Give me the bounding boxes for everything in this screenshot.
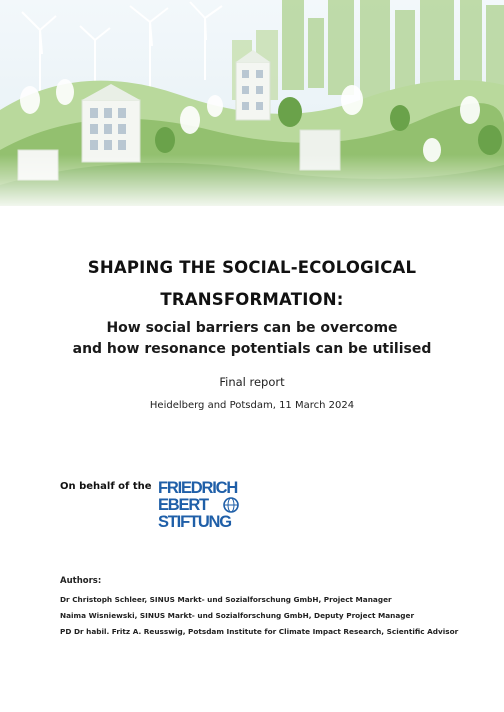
logo-line-3: STIFTUNG	[158, 513, 231, 530]
title-line-1: SHAPING THE SOCIAL-ECOLOGICAL	[87, 258, 417, 277]
on-behalf-label: On behalf of the	[60, 481, 152, 492]
cover-illustration	[0, 0, 504, 206]
place-and-date: Heidelberg and Potsdam, 11 March 2024	[149, 400, 355, 411]
author-2: Naima Wisniewski, SINUS Markt- und Sozialforschung GmbH, Deputy Project Manager	[60, 611, 415, 620]
report-type: Final report	[219, 375, 285, 389]
author-3: PD Dr habil. Fritz A. Reusswig, Potsdam Institute for Climate Impact Research, Scientific Advisor	[60, 627, 459, 636]
authors-label: Authors:	[60, 576, 102, 586]
logo-line-1: FRIEDRICH	[158, 479, 238, 497]
subtitle-line-1: How social barriers can be overcome	[106, 320, 398, 336]
friedrich-ebert-stiftung-logo	[158, 478, 244, 530]
author-1: Dr Christoph Schleer, SINUS Markt- und Sozialforschung GmbH, Project Manager	[60, 595, 392, 604]
title-line-2: TRANSFORMATION:	[160, 290, 344, 309]
subtitle-line-2: and how resonance potentials can be utilised	[72, 341, 432, 357]
logo-line-2: EBERT	[158, 496, 208, 514]
